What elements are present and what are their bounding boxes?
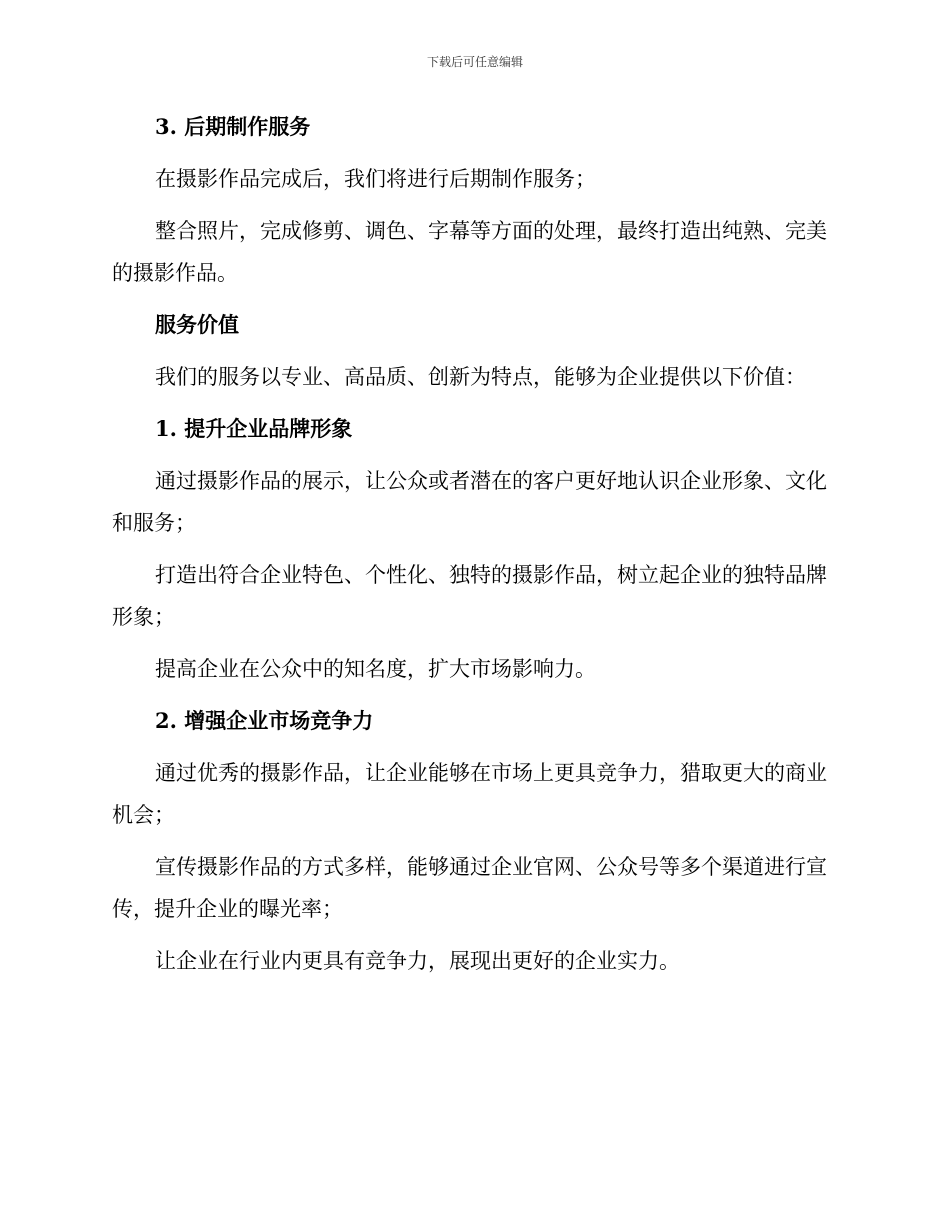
section-heading-brand-image: 1. 提升企业品牌形象	[155, 416, 353, 441]
paragraph: 通过优秀的摄影作品，让企业能够在市场上更具竞争力，猎取更大的商业机会；	[112, 761, 827, 827]
paragraph: 整合照片，完成修剪、调色、字幕等方面的处理，最终打造出纯熟、完美的摄影作品。	[112, 219, 827, 285]
paragraph: 通过摄影作品的展示，让公众或者潜在的客户更好地认识企业形象、文化和服务；	[112, 469, 827, 535]
paragraph: 让企业在行业内更具有竞争力，展现出更好的企业实力。	[155, 949, 680, 973]
paragraph: 宣传摄影作品的方式多样，能够通过企业官网、公众号等多个渠道进行宣传，提升企业的曝光率；	[112, 855, 827, 921]
section-heading-competitiveness: 2. 增强企业市场竞争力	[155, 708, 374, 733]
section-heading-service-value: 服务价值	[155, 312, 239, 337]
header-note: 下载后可任意编辑	[426, 55, 523, 69]
document-body	[112, 106, 832, 992]
paragraph: 我们的服务以专业、高品质、创新为特点，能够为企业提供以下价值：	[155, 365, 806, 389]
section-heading-post-production: 3. 后期制作服务	[155, 114, 311, 139]
paragraph: 打造出符合企业特色、个性化、独特的摄影作品，树立起企业的独特品牌形象；	[112, 563, 827, 629]
paragraph: 在摄影作品完成后，我们将进行后期制作服务；	[155, 167, 596, 191]
paragraph: 提高企业在公众中的知名度，扩大市场影响力。	[155, 657, 596, 681]
